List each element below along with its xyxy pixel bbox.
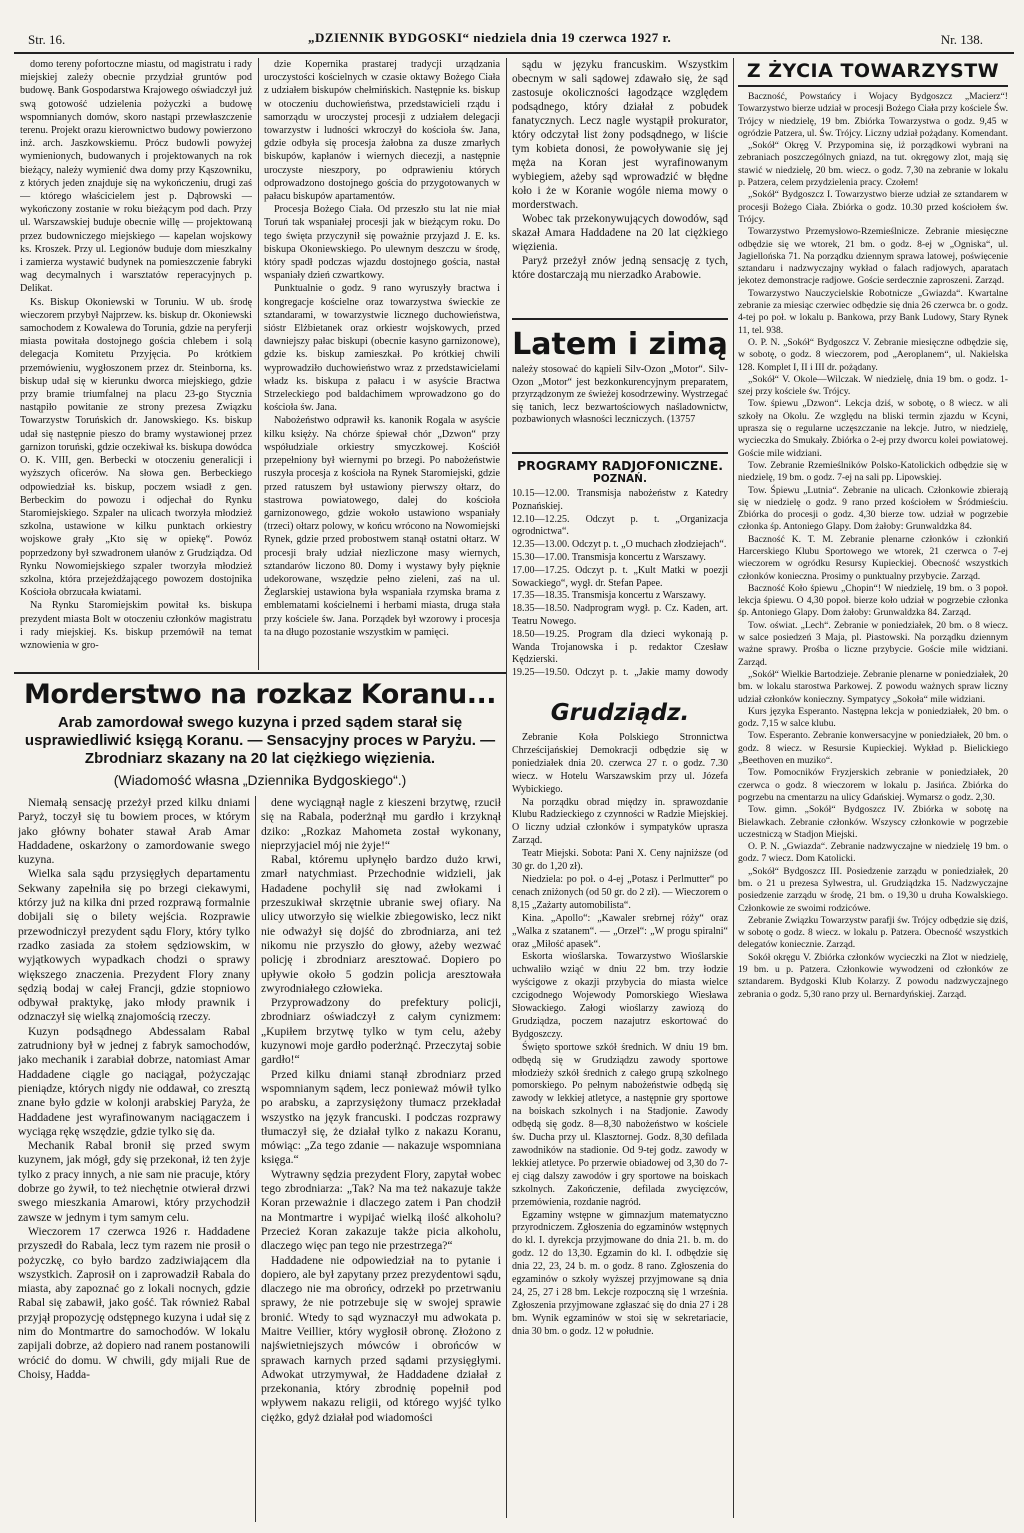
- paragraph: Paryż przeżył znów jedną sensację z tych, które dostarczają mu nierzadko Arabowie.: [512, 255, 728, 281]
- program-item: 19.25—19.50. Odczyt p. t. „Jakie mamy dowody: [512, 667, 728, 679]
- notice: Tow. Pomocników Fryzjerskich zebranie w poniedziałek, 20 czerwca o godz. 8 wieczorem w lokalu p. Jasińca. Zbiórka do pogrzebu na cmentarzu na ulicy Gdańskiej. Wymarsz o godz. 2,30.: [738, 767, 1008, 803]
- paragraph: Przed kilku dniami stanął zbrodniarz przed wspomnianym sądem, lecz ponieważ mówił tylko po arabsku, a zaprzysiężony tłumacz przekładał wszystko na język francuski. I podczas rozprawy tłumaczył się, że działał tylko z nakazu Koranu, mówiąc: „Za tego zdanie — nakazuje wspomniana księga.“: [261, 1067, 501, 1167]
- paragraph: Mechanik Rabal bronił się przed swym kuzynem, jak mógł, gdy się przekonał, iż ten żyje tylko z pracy innych, a nie sam nie pracuje, który dobrze go żywił, to też niechętnie otwierał drzwi swego mieszkania Amarowi, który przychodził zawsze w jednym i tym samym celu.: [18, 1139, 250, 1224]
- column-rule: [506, 58, 507, 1518]
- section-rule: [14, 672, 506, 674]
- program-item: 10.15—12.00. Transmisja nabożeństw z Katedry Poznańskiej.: [512, 488, 728, 512]
- column-rule: [733, 58, 734, 1518]
- notice: Egzaminy wstępne w gimnazjum matematyczno przyrodniczem. Zgłoszenia do egzaminów wstępnych do kl. I. dyrekcja przyjmowane do dnia 21. b. m. do godz. 12 do 13,30. Egzamin do kl. I. odbędzie się dnia 22, 23, 24 b. m. o godz. 8 rano. Zgłoszenia do egzaminów o szkoły wyższej przyjmowane są dnia 24, 25, 27 i 28 bm. Lekcje rozpoczną się 1 września. Zgłoszenia przyjmowane zgłaszać się do dnia 27 i 28 bm. Wynik egzaminów w stoi się w sekretariacie, dnia 30 bm. o godz. 12 w południe.: [512, 1209, 728, 1337]
- column-1: [20, 58, 252, 670]
- notice: Tow. śpiewu „Dzwon“. Lekcja dziś, w sobotę, o 8 wiecz. w ali szkoły na Okolu. Ze względu na bliski termin zjazdu w Kcyni, uprasza się o regularne uczęszczanie na lekcje. Jutro, w niedzielę, wycieczka do Smukały. Zbiórka o 2-ej przy dworcu kolei powiatowej. Goście mile widziani.: [738, 398, 1008, 459]
- section-title: Grudziądz.: [550, 700, 690, 726]
- paragraph: sądu w języku francuskim. Wszystkim obecnym w sali sądowej zdawało się, że sąd zastosuje okoliczności łagodzące względem podsądnego, który działał z pobudek fanatycznych. Lecz nagle wystąpił prokurator, który odczytał list żony podsądnego, w liście tym kobieta donosi, że powoływanie się jej męża na Koran jest wyrafinowanym wybiegiem, ażeby sąd wprowadzić w błędne koło i że w Koranie wogóle niema mowy o morderstwach.: [512, 59, 728, 211]
- notice: Tow. Śpiewu „Lutnia“. Zebranie na ulicach. Członkowie zbierają się w niedzielę o godz. 9 rano przed kościołem w Śródmieściu. Zbiórka do procesji o godz. 4,30 bierze tow. udział w pogrzebie członka śp. Antoniego Glapy. Dom żałoby: Grunwaldzka 84.: [738, 484, 1008, 533]
- notice: „Sokół“ Bydgoszcz I. Towarzystwo bierze udział ze sztandarem w procesji Bożego Ciała. Zbiórka o godz. 10.30 przed kościołem św. Trójcy.: [738, 189, 1008, 225]
- paragraph: Rabal, któremu upłynęło bardzo dużo krwi, zmarł natychmiast. Przechodnie widzieli, jak Hadadene pochylił się nad zwłokami i przeszukiwał skrzętnie ubranie swej ofiary. Na ulicy utworzyło się wielkie zbiegowisko, lecz nikt nie odważył się dojść do zbrodniarza, ani też nikomu nie przyszło do głowy, ażeby wezwać policję i zbrodniarz aresztować. Dopiero po upływie około 5 godzin policja aresztowała zwyrodniałego człowieka.: [261, 853, 501, 995]
- paragraph: Przyprowadzony do prefektury policji, zbrodniarz oświadczył z całym cynizmem: „Kupiłem brzytwę tylko w tym celu, ażeby kuzynowi moje gardło poderżnąć. Przeczytaj sobie gardło!“: [261, 996, 501, 1067]
- column-4: [738, 60, 1008, 1522]
- paragraph: Wielka sala sądu przysięgłych departamentu Sekwany zapełniła się po brzegi ciekawymi, którzy już na kilka dni przed rozprawą formalnie dobijali się o bilety wejścia. Rozprawie przewodniczył prezydent sądu Flory, który tylko rzadko zasiada za stołem sędziowskim, w wyjątkowych wypadkach chodzi o sprawy większego znaczenia. Prezydent Flory znany sędzią bodaj w całej Francji, gdzie stopniowo odbywał praktykę, jako młody prawnik i odznaczył się wielką znajomością rzeczy.: [18, 867, 250, 1024]
- paragraph: dene wyciągnął nagle z kieszeni brzytwę, rzucił się na Rabala, poderżnął mu gardło i krzyknął dziko: „Rozkaz Mahometa został wykonany, nieprzyjaciel mój nie żyje!“: [261, 796, 501, 852]
- article-column-a: [18, 796, 250, 1522]
- program-city: POZNAŃ.: [593, 473, 647, 485]
- program-item: 12.10—12.25. Odczyt p. t. „Organizacja ogrodnictwa“.: [512, 513, 728, 538]
- column-rule: [255, 796, 256, 1522]
- notice: Towarzystwo Nauczycielskie Robotnicze „Gwiazda“. Kwartalne zebranie za miesiąc czerwiec odbędzie się dnia 26 czerwca br. o godz. 4-tej po poł. w lokalu p. Bankowa, przy Bank Ludowy, Stary Rynek 11, tel. 938.: [738, 287, 1008, 336]
- paragraph: Ks. Biskup Okoniewski w Toruniu. W ub. środę wieczorem przybył Najprzew. ks. biskup dr. Okoniewski samochodem z Kowalewa do Torunia, gdzie na peryferji miasta powitała dostojnego gościa chlebem i solą delegacja Komitetu Przyjęcia. Po krótkiem przemówieniu, wygłoszonem przez dr. Steinborna, ks. biskup udał się w kierunku dworca miejskiego, gdzie przy bramie triumfalnej na placu 23-go Stycznia nastąpiło powitanie ze strony prezesa Związku Towarzystw Toruńskich dr. Janowskiego. Ks. biskup udał się następnie pieszo do bramy wystawionej przez garnizon toruński, gdzie oczekiwał ks. biskupa dowódca O. K. VIII, gen. Berbecki w otoczeniu generalicji i wyższych oficerów. Na słowa gen. Berbeckiego odpowiedział ks. biskup, poczem wsiadł z gen. Berbeckim do powozu i odjechał do Rynku Staromiejskiego. Szpaler na ulicach tworzyła młodzież szkolna, ustawione w kilku punktach orkiestry wojskowe grały „Kto się w opiekę“. Powóz poprzedzony był szwadronem ułanów z Grudziądza. Od Rynku Nowomiejskiego szpaler tworzyła młodzież szkolna, która przejeżdżającego powozem dostojnika Kościoła obrzucała kwiatami.: [20, 296, 252, 599]
- paragraph: Procesja Bożego Ciała. Od przeszło stu lat nie miał Toruń tak wspaniałej procesji jak w bieżącym roku. Do tego święta przyczynił się poważnie przyjazd J. E. ks. biskupa Okoniewskiego. Po ulewnym deszczu w środę, który spadł podczas wjazdu dostojnego gościa, nastał wspaniały dzień czwartkowy.: [264, 204, 500, 282]
- notice: Tow. gimn. „Sokół“ Bydgoszcz IV. Zbiórka w sobotę na Bielawkach. Zebranie członków. Wszyscy członkowie w pogrzebie uczestniczą w Stadjon Miejski.: [738, 804, 1008, 840]
- notice: Kurs języka Esperanto. Następna lekcja w poniedziałek, 20 bm. o godz. 7,15 w salce klubu.: [738, 705, 1008, 730]
- page-number: Str. 16.: [28, 32, 66, 47]
- notice: O. P. N. „Gwiazda“. Zebranie nadzwyczajne w niedzielę 19 bm. o godz. 7 wiecz. Dom Katolicki.: [738, 841, 1008, 865]
- column-rule: [258, 58, 259, 670]
- ad-title: Latem i zimą: [512, 327, 728, 362]
- advertisement: [512, 326, 728, 446]
- notice: Zebranie Koła Polskiego Stronnictwa Chrześcijańskiej Demokracji odbędzie się w poniedziałek dnia 20. czerwca 27 r. o godz. 7.30 wiecz. w Hotelu Warszawskim przy ul. Józefa Wybickiego.: [512, 732, 728, 795]
- program-item: 18.50—19.25. Program dla dzieci wykonają p. Wanda Trojanowska i p. redaktor Czesław Kędzierski.: [512, 628, 728, 666]
- paragraph: dzie Kopernika prastarej tradycji urządzania uroczystości kościelnych w czasie oktawy Bożego Ciała z udziałem biskupów chełmińskich. Następnie ks. biskup w otoczeniu duchowieństwa, przedstawicieli rządu i samorządu w uroczystej procesji z udziałem delegacji towarzystw i ludności wkroczył do kościoła św. Jana, gdzie odbyła się procesja żałobna za dusze zmarłych biskupów, kapłanów i wiernych diecezji, a następnie uroczyste nieszpory, po odprawieniu których odprowadzono dostojnego gościa do przygotowanych w pałacu biskupów apartamentów.: [264, 59, 500, 203]
- page-header: [28, 10, 983, 50]
- paragraph: domo tereny pofortoczne miastu, od magistratu i rady miejskiej zależy obecnie przydział gruntów pod budowę. Bank Gospodarstwa Krajowego oświadczył już swą gotowość udzielenia pożyczki a budowę wspomnianych domów, skoro nastąpi przewłaszczenie terenu. Projekt orazu kierownictwo budowy powierzono inż. arch. Jaszkowskiemu. Prócz budowli powyżej wymienionych, budowanych i projektowanych na rok bieżący, należy wymienić dwa domy przy Kąszowniku, z których jeden znajduje się na wykończeniu, drugi zaś — którego właścicielem jest p. Dąbrowski — wykończony zostanie w roku bieżącym pod dach. Przy ul. Warszawskiej buduje obecnie willę — projektowaną przez budowniczego miejskiego — kapelan wojskowy ks. Kroszek. Przy ul. Legionów buduje dom mieszkalny i zamierza wystawić budynek na pomieszczenie fabryki wag decymalnych i warsztatów reperacyjnych p. Delikat.: [20, 59, 252, 295]
- notice: Baczność K. T. M. Zebranie plenarne członków i członkiń Harcerskiego Klubu Sportowego we wtorek, 21 czerwca o 7-ej wieczorem w ogródku Resursy Kupieckiej. Obecność wszystkich członków konieczna. Prosimy o punktualny przybycie. Zarząd.: [738, 533, 1008, 582]
- paragraph: Haddadene nie odpowiedział na to pytanie i dopiero, ale był zapytany przez prezydentowi sądu, dlaczego nie ma obrońcy, odrzekł po przetrwaniu sprawy, że nie potrzebuje się w swojej sprawie bronić. Wtedy to sąd wyznaczył mu adwokata p. Maitre Veillier, który wygłosił obronę. Złożono z najświetniejszych mówców i obrońców w sprawach karnych przed sądami przysięgłymi. Adwokat utrzymywał, że Haddadene działał z przekonania, który zbrodnię popełnił pod wpływem nakazu religii, od którego wyjść tylko ciężko, gdyż działał pod wiadomości: [261, 1253, 501, 1424]
- paragraph: Na Rynku Staromiejskim powitał ks. biskupa prezydent miasta Bolt w otoczeniu członków magistratu i rady miejskiej. Ks. biskup przemówił na temat wznowienia w gro-: [20, 600, 252, 651]
- header-rule: [14, 52, 1014, 54]
- main-headline: Morderstwo na rozkaz Koranu...: [23, 679, 496, 710]
- program-item: 18.35—18.50. Nadprogram wygł. p. Cz. Kaden, art. Teatru Nowego.: [512, 603, 728, 627]
- headline-source: (Wiadomość własna „Dziennika Bydgoskiego“.): [113, 772, 407, 788]
- notice: Niedziela: po poł. o 4-ej „Potasz i Perlmutter“ po cenach zniżonych (od 50 gr. do 2 zł). — Wieczorem o 8,15 „Zażarty automobilista“.: [512, 873, 728, 911]
- paragraph: Punktualnie o godz. 9 rano wyruszyły bractwa i kongregacje kościelne oraz towarzystwa świeckie ze sztandarami, w towarzystwie licznego duchowieństwa, sióstr Elżbietanek oraz orkiestr wojskowych, przed dawniejszy pałac biskupi (obecnie kasyno garnizonowe), gdzie ks. biskup zamieszkał. Po krótkiej chwili wyprowadziło duchowieństwo wraz z przedstawicielami władz ks. biskupa z pałacu i w asyście Bractwa Strzeleckiego pod baldachimem wprowadzono go do kościoła św. Jana.: [264, 283, 500, 414]
- paragraph: Nabożeństwo odprawił ks. kanonik Rogala w asyście kilku księży. Na chórze śpiewał chór „Dzwon“ przy współudziale orkiestry smyczkowej. Kościół przepełniony był wiernymi po brzegi. Po nabożeństwie ruszyła procesja z kościoła na Rynek Staromiejski, gdzie przed ratuszem był ustawiony pierwszy ołtarz, do stastrowa powiatowego, dalej do kościoła garnizonowego, gdzie wokoło ustawiono wspaniały (trzeci) ołtarz polowy, w końcu wrócono na Nowomiejski Rynek, gdzie przed probostwem stanął ostatni ołtarz. W procesji brały udział niezliczone masy wiernych, sztandarów liczono 80. Domy i wystawy były pięknie udekorowane, wszędzie pełno zieleni, zaś na ul. Żeglarskiej ustawiona była wspaniała rzymska brama z emblematami kościelnemi i herbami miasta, druga stała przy kościele św. Jana. Porządek był wzorowy i procesja ta na długo pozostanie wszystkim w pamięci.: [264, 415, 500, 638]
- notice: Kina. „Apollo“: „Kawaler srebrnej róży“ oraz „Walka z szatanem“. — „Orzeł“: „W progu spiralni“ oraz „Miłość apasek“.: [512, 912, 728, 950]
- paragraph: Wieczorem 17 czerwca 1926 r. Haddadene przyszedł do Rabala, lecz tym razem nie prosił o pożyczkę, co było bardzo zadziwiającem dla wszystkich. Zaprosił on i zaprowadził Rabala do miasta, aby zapoznać go z lokali nocnych, gdzie Rabal się zabawił, jako gość. Tak również Rabal przyjął propozycję odstępnego kuzyna i udał się z nim do Montmartre do samochodów. W lokalu zapijali dobrze, aż dopiero nad ranem postanowili wrócić do domu. W chwili, gdy mijali Rue de Choisy, Hadda-: [18, 1224, 250, 1381]
- section-rule: [512, 318, 728, 320]
- ad-text: należy stosować do kąpieli Silv-Ozon „Motor“. Silv-Ozon „Motor“ jest bezkonkurencyjnym preparatem, przyrządzonym ze świeżej kosodrzewiny. Wystrzegać się tanich, lecz bezwartościowych naśladownictw, pozbawionych własności leczniczych. (13757: [512, 364, 728, 425]
- paragraph: Niemałą sensację przeżył przed kilku dniami Paryż, toczył się tu bowiem proces, w którym jako główny bohater stawał Arab Amar Haddadene, oskarżony o zamordowanie swego kuzyna.: [18, 796, 250, 867]
- notice: Baczność, Powstańcy i Wojacy Bydgoszcz „Macierz“! Towarzystwo bierze udział w procesji Bożego Ciała przy kościele Św. Trójcy w niedzielę, 19 bm. Zbiórka Towarzystwa o godz. 9,45 w ogródzie Patzera, ul. Św. Trójcy. Liczny udział pożądany. Komendant.: [738, 91, 1008, 139]
- program-title: PROGRAMY RADJOFONICZNE.: [516, 458, 724, 473]
- section-rule: [512, 452, 728, 454]
- paragraph: Wobec tak przekonywujących dowodów, sąd skazał Amara Haddadene na 20 lat ciężkiego więzienia.: [512, 213, 728, 253]
- program-item: 15.30—17.00. Transmisja koncertu z Warszawy.: [512, 551, 706, 563]
- issue-number: Nr. 138.: [940, 32, 983, 47]
- notice: Tow. Esperanto. Zebranie konwersacyjne w poniedziałek, 20 bm. o godz. 8 wiecz. w Resursie Kupieckiej. Wykład p. Bielickiego „Beethoven en muziko“.: [738, 730, 1008, 767]
- article-column-b: [261, 796, 501, 1522]
- notice: Baczność Koło śpiewu „Chopin“! W niedzielę, 19 bm. o 3 popoł. lekcja śpiewu. O 4,30 popoł. bierze koło udział w pogrzebie członka śp. Antoniego Glapy. Dom żałoby: Grunwaldzka 84. Zarząd.: [738, 582, 1008, 619]
- notice: Tow. Zebranie Rzemieślników Polsko-Katolickich odbędzie się w niedzielę, 19 bm. o godz. 7-ej na sali pp. Lipowskiej.: [738, 459, 1008, 484]
- paragraph: Wytrawny sędzia prezydent Flory, zapytał wobec tego zbrodniarza: „Tak? Na ma też nakazuje także Koran przeważnie i dlaczego zatem i Pan chodził na Montmartre i wypijać wielką ilość alkoholu? Przecież Koran zakazuje także picia alkoholu, dlaczego więc pan tego nie przestrzega?“: [261, 1167, 501, 1253]
- section-title: Z ŻYCIA TOWARZYSTW: [738, 60, 1008, 87]
- headline-subtitle: Arab zamordował swego kuzyna i przed sądem starał się usprawiedliwić księgą Koranu. — Sensacyjny proces w Paryżu. — Zbrodniarz skazany na 20 lat ciężkiego więzienia.: [24, 714, 496, 767]
- column-2: [264, 58, 500, 670]
- notice: Towarzystwo Przemysłowo-Rzemieślnicze. Zebranie miesięczne odbędzie się we wtorek, 21 bm. o godz. 8-ej w „Ogniska“, ul. Jagiellońska 71. Na porządku dziennym sprawa latowej, poświęcenie sztandaru i nadzwyczajny wykład o falach radjowych, aparatach jekotez demonstracje radjowe. Goście serdecznie zaproszeni. Zarząd.: [738, 226, 1008, 287]
- radio-program: [512, 458, 728, 680]
- newspaper-title: „DZIENNIK BYDGOSKI“ niedziela dnia 19 czerwca 1927 r.: [308, 30, 672, 45]
- notice: „Sokół“ V. Okole—Wilczak. W niedzielę, dnia 19 bm. o godz. 1-szej przy kościele św. Trójcy.: [738, 373, 1008, 398]
- grudziadz-section: [512, 700, 728, 1522]
- notice: Sokół okręgu V. Zbiórka członków wycieczki na Zlot w niedzielę, 19 bm. u p. Patzera. Członkowie wywodzeni od członków ze sztandarem. Bydgoski Klub Kolarzy. Z powodu nadzwyczajnego zebrania o godz. 5,30 rano przy ul. Bernardyńskiej. Zarząd.: [738, 951, 1008, 1000]
- notice: Na porządku obrad między in. sprawozdanie Klubu Radzieckiego z czynności w Radzie Miejskiej. O liczny udział członków i sympatyków uprasza Zarząd.: [512, 796, 728, 847]
- notice: Teatr Miejski. Sobota: Pani X. Ceny najniższe (od 30 gr. do 1,20 zł).: [512, 848, 728, 873]
- notice: „Sokół“ Okręg V. Przypomina się, iż porządkowi wybrani na zebraniach poszczególnych gniazd, na tut. okręgowy zlot, mają się stawić w niedzielę, 20 bm. wiecz. o godz. 7,30 na zebranie w lokalu p. Patzera, celem przydzielenia pracy. Czołem!: [738, 140, 1008, 189]
- paragraph: Kuzyn podsądnego Abdessalam Rabal zatrudniony był w jednej z fabryk samochodów, jako mechanik i zarabiał dobrze, natomiast Amar Haddadene ciągle go naciągał, pożyczając pieniądze, których nigdy nie oddawał, co zresztą znane było gdzie w kolonji arabskiej Paryża, że Haddadene jest wyrafinowanym naciągaczem i wyciąga rękę wszędzie, gdzie tylko się da.: [18, 1024, 250, 1138]
- program-item: 17.00—17.25. Odczyt p. t. „Kult Matki w poezji Sowackiego“, wygł. dr. Stefan Papee.: [512, 564, 728, 589]
- notice: Zebranie Związku Towarzystw parafji św. Trójcy odbędzie się dziś, w sobotę o godz. 8 wiecz. w lokalu p. Patzera. Obecność wszystkich delegatów koniecznie. Zarząd.: [738, 914, 1008, 951]
- notice: Tow. oświat. „Lech“. Zebranie w poniedziałek, 20 bm. o 8 wiecz. w salce posiedzeń 3 Maja, pl. Piastowski. Na porządku dziennym ważne sprawy. Prośba o liczne przybycie. Goście mile widziani. Zarząd.: [738, 619, 1008, 668]
- notice: Święto sportowe szkół średnich. W dniu 19 bm. odbędą się w Grudziądzu zawody sportowe młodzieży szkół średnich z całego grupą szkolnego pomorskiego. Po pełnym nabożeństwie odbędą się zawody w lekkiej atletyce, a następnie gry sportowe na boiskach szkolnych i na Stadjonie. Zawody odbędą się godz. 8—8,30 nabożeństwo w kościele św. Ducha przy ul. Klasztornej. Godz. 8,30 defilada zawodników na stadionie. Od 9-tej godz. zawody w lekkiej atletyce. Po przerwie obiadowej od 3,30 do 7-ej ciąg dalszy zawodów i gry sportowe na boiskach szkolnych. Zakończenie, defilada zwycięzców, przemówienia, rozdanie nagród.: [512, 1041, 728, 1208]
- notice: Eskorta wioślarska. Towarzystwo Wioślarskie uchwaliło wziąć w dniu 22 bm. trzy łodzie wyścigowe z okazji przybycia do miasta wielce czcigodnego Wojewody Pomorskiego Wiesława Słowackiego. Załogi wioślarzy zawiozą do Grudziądza, poczem nazajutrz eskortować do Bydgoszczy.: [512, 951, 728, 1040]
- program-item: 12.35—13.00. Odczyt p. t. „O muchach złodziejach“.: [512, 539, 727, 551]
- notice: „Sokół“ Bydgoszcz III. Posiedzenie zarządu w poniedziałek, 20 bm. o 21 u prezesa Sylwestra, ul. Grudziądzka 15. Nadzwyczajne posiedzenie zarządu w środę, 21 bm. o 19,30 u druha Kowalskiego. Członkowie ze swoimi rodzicówe.: [738, 865, 1008, 914]
- notice: „Sokół“ Wielkie Bartodzieje. Zebranie plenarne w poniedziałek, 20 bm. w lokalu starostwa Parkowej. Z powodu ważnych spraw liczny udział członków konieczny. Sympatycy „Sokoła“ mile widziani.: [738, 668, 1008, 705]
- program-item: 17.35—18.35. Transmisja koncertu z Warszawy.: [512, 590, 706, 602]
- column-3-article-end: [512, 58, 728, 308]
- notice: O. P. N. „Sokół“ Bydgoszcz V. Zebranie miesięczne odbędzie się, w sobotę, o godz. 8 wieczorem, pod „Aeroplanem“, ul. Nakielska 128. Komplet I, II i III dr. pożądany.: [738, 336, 1008, 373]
